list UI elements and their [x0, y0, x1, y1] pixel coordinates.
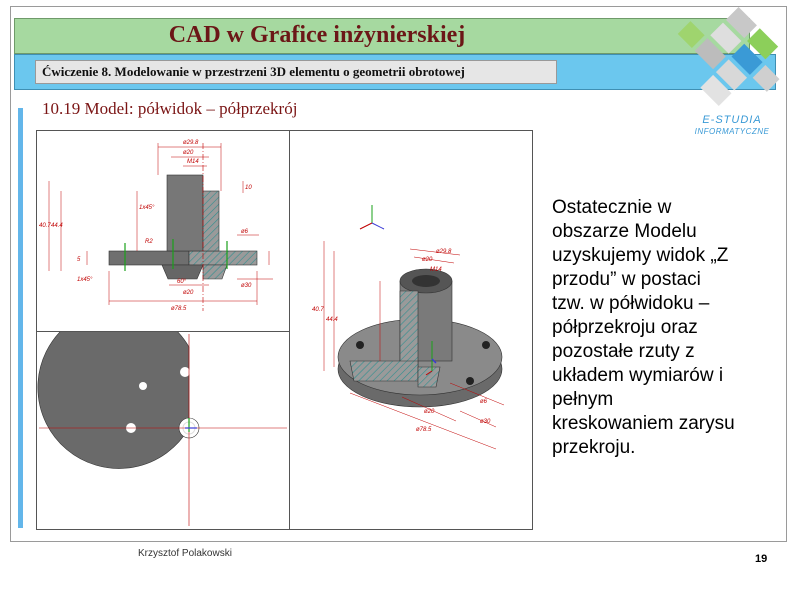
description-line: uzyskujemy widok „Z — [552, 245, 729, 266]
slide-title: CAD w Grafice inżynierskiej — [168, 22, 466, 48]
dim-label: 44.4 — [51, 223, 63, 229]
logo-text-line2: INFORMATYCZNE — [694, 127, 770, 136]
subtitle-box — [35, 60, 557, 84]
description-line: Ostatecznie w — [552, 197, 672, 218]
dim-label: ø29.8 — [436, 249, 452, 255]
description-line: układem wymiarów i — [552, 365, 724, 386]
footer-author: Krzysztof Polakowski — [138, 548, 232, 559]
description-line: tzw. w półwidoku – — [552, 293, 710, 314]
left-accent-stripe — [18, 108, 23, 528]
dim-label: 1x45° — [77, 277, 93, 283]
top-view-panel — [36, 331, 290, 530]
logo-text-line1: E-STUDIA — [702, 114, 762, 126]
dim-label: ø6 — [480, 399, 488, 405]
description-line: obszarze Modelu — [552, 221, 697, 242]
description-line: pozostałe rzuty z — [552, 341, 695, 362]
description-text — [552, 196, 772, 460]
dim-label: ø6 — [241, 229, 249, 235]
description-line: kreskowaniem zarysu — [552, 413, 735, 434]
isometric-view-panel — [289, 130, 533, 530]
description-line: pełnym — [552, 389, 614, 410]
page-number: 19 — [755, 553, 768, 565]
dim-label: ø30 — [241, 283, 252, 289]
dim-label: R2 — [145, 239, 153, 245]
dim-label: 40.7 — [39, 223, 51, 229]
dim-label: ø20 — [422, 257, 433, 263]
dim-label: ø29.8 — [183, 140, 199, 146]
dim-label: 44.4 — [326, 317, 338, 323]
front-view-panel — [36, 130, 290, 332]
front-view-dimensions — [39, 140, 252, 312]
dim-label: M14 — [430, 267, 442, 273]
dim-label: ø20 — [424, 409, 435, 415]
slide-subtitle: Ćwiczenie 8. Modelowanie w przestrzeni 3D elementu o geometrii obrotowej — [42, 64, 465, 79]
title-bar — [14, 18, 750, 54]
dim-label: 40.7 — [312, 307, 324, 313]
dim-label: 60° — [177, 279, 187, 285]
dim-label: ø20 — [183, 150, 194, 156]
dim-label: 1x45° — [139, 205, 155, 211]
dim-label: ø78.5 — [416, 427, 432, 433]
dim-label: ø78.5 — [171, 306, 187, 312]
front-view-drawing — [37, 131, 289, 331]
dim-label: 5 — [77, 257, 81, 263]
dim-label: ø30 — [480, 419, 491, 425]
dim-label: ø20 — [183, 290, 194, 296]
description-line: przekroju. — [552, 437, 636, 458]
ucs-icon — [360, 205, 384, 229]
dim-label: 10 — [245, 185, 252, 191]
isometric-view-drawing — [290, 131, 532, 529]
dim-label: M14 — [187, 159, 199, 165]
top-view-drawing — [37, 332, 289, 529]
description-line: półprzekroju oraz — [552, 317, 698, 338]
description-line: przodu” w postaci — [552, 269, 701, 290]
section-title: 10.19 Model: półwidok – półprzekrój — [42, 99, 298, 118]
